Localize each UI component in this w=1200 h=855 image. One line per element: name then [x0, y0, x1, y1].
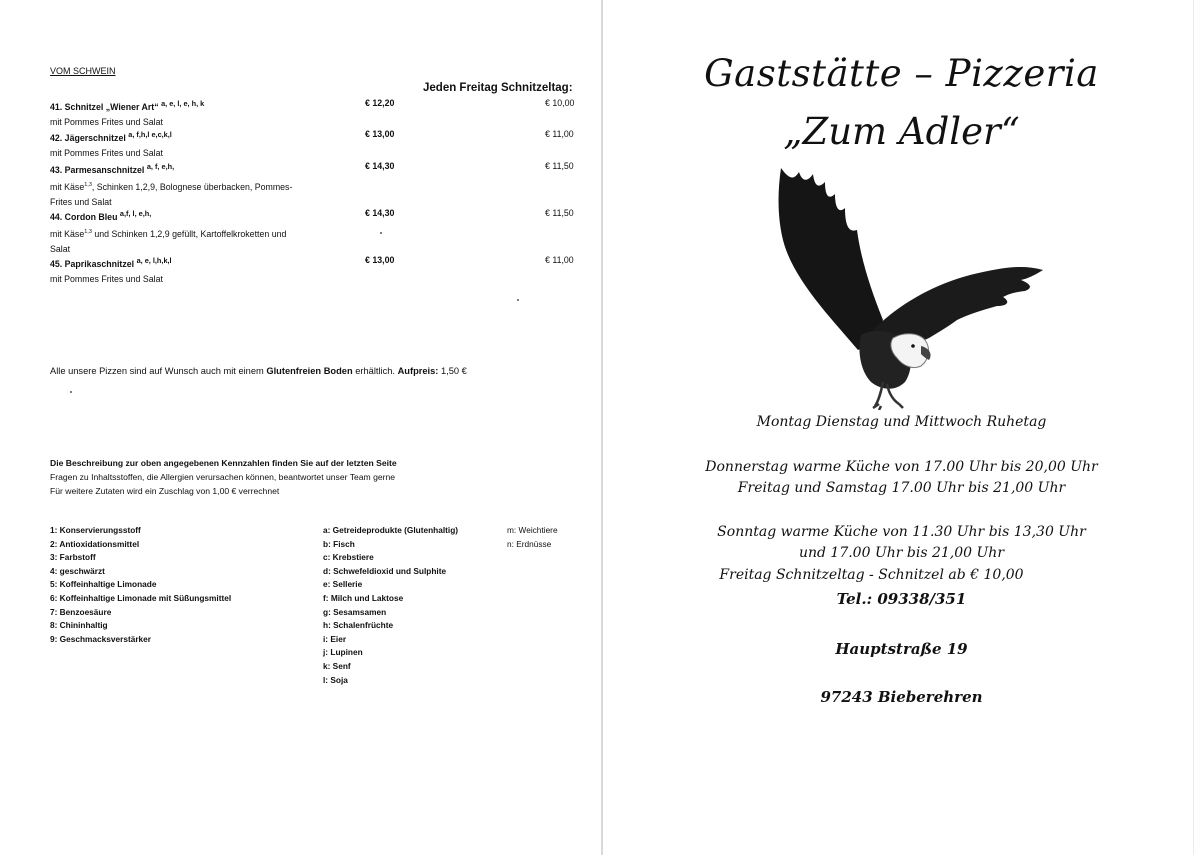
- item-description-line2: Frites und Salat: [50, 196, 112, 207]
- eagle-icon: [753, 160, 1053, 410]
- restaurant-title: Gaststätte – Pizzeria: [704, 52, 1099, 95]
- item-name: 45. Paprikaschnitzel: [50, 258, 135, 269]
- item-description-rest: , Schinken 1,2,9, Bolognese überbacken, Pommes-: [91, 181, 293, 192]
- gluten-note-surcharge: 1,50 €: [438, 366, 467, 376]
- gluten-note-text: erhältlich.: [352, 366, 398, 376]
- section-heading: VOM SCHWEIN: [50, 66, 116, 76]
- additive-item: 6: Koffeinhaltige Limonade mit Süßungsmittel: [50, 592, 232, 603]
- allergen-item: l: Soja: [323, 674, 348, 685]
- allergen-item: g: Sesamsamen: [323, 606, 387, 617]
- allergen-item: i: Eier: [323, 633, 347, 644]
- item-description-line2: Salat: [50, 243, 71, 254]
- friday-price-heading: Jeden Freitag Schnitzeltag:: [423, 82, 573, 94]
- allergen-item: f: Milch und Laktose: [323, 592, 404, 603]
- allergens-list-2: [507, 524, 558, 551]
- item-allergens: a, e, l,h,k,l: [136, 256, 172, 265]
- paper-speck: [517, 299, 519, 301]
- restaurant-name: „Zum Adler“: [783, 110, 1020, 153]
- allergen-item: j: Lupinen: [323, 647, 363, 658]
- gluten-note-text: Alle unsere Pizzen sind auf Wunsch auch mit einem: [50, 366, 267, 376]
- menu-item: [50, 127, 590, 161]
- city-address: 97243 Bieberehren: [820, 688, 983, 706]
- paper-speck: [380, 232, 382, 234]
- menu-cover-page: [603, 0, 1200, 855]
- allergen-item: k: Senf: [323, 660, 351, 671]
- item-price: € 13,00: [365, 129, 395, 139]
- item-description-sup: 1,3: [84, 181, 92, 188]
- legend-line: Fragen zu Inhaltsstoffen, die Allergien verursachen können, beantwortet unser Team gerne: [50, 472, 396, 482]
- item-price: € 13,00: [365, 255, 395, 265]
- additive-item: 3: Farbstoff: [50, 552, 96, 563]
- page-edge: [1193, 0, 1194, 855]
- item-price: € 14,30: [365, 208, 395, 218]
- additive-item: 4: geschwärzt: [50, 565, 105, 576]
- item-friday-price: € 10,00: [545, 98, 575, 108]
- legend-heading: Die Beschreibung zur oben angegebenen Kennzahlen finden Sie auf der letzten Seite: [50, 458, 397, 468]
- item-name: 42. Jägerschnitzel: [50, 132, 126, 143]
- schnitzel-day: Freitag Schnitzeltag - Schnitzel ab € 10,00: [719, 567, 1024, 583]
- item-description: mit Pommes Frites und Salat: [50, 116, 163, 127]
- additive-item: 7: Benzoesäure: [50, 606, 112, 617]
- closed-days: Montag Dienstag und Mittwoch Ruhetag: [756, 414, 1047, 430]
- additive-item: 2: Antioxidationsmittel: [50, 538, 140, 549]
- gluten-free-note: [50, 366, 467, 376]
- menu-item: [50, 253, 590, 287]
- allergen-item: h: Schalenfrüchte: [323, 620, 394, 631]
- item-description: mit Pommes Frites und Salat: [50, 147, 163, 158]
- item-price: € 14,30: [365, 161, 395, 171]
- item-description: mit Käse: [50, 181, 85, 192]
- allergen-item: d: Schwefeldioxid und Sulphite: [323, 565, 447, 576]
- item-friday-price: € 11,00: [545, 129, 574, 139]
- allergen-item: e: Sellerie: [323, 579, 363, 590]
- item-name: 44. Cordon Bleu: [50, 211, 118, 222]
- legend-line: Für weitere Zutaten wird ein Zuschlag von 1,00 € verrechnet: [50, 486, 280, 496]
- item-description: mit Käse: [50, 228, 85, 239]
- item-allergens: a, f,h,l e,c,k,l: [128, 130, 172, 139]
- item-name: 41. Schnitzel „Wiener Art“: [50, 101, 159, 112]
- additive-item: 8: Chininhaltig: [50, 620, 108, 631]
- menu-item: [50, 96, 590, 130]
- opening-hours-friday-saturday: Freitag und Samstag 17.00 Uhr bis 21,00 Uhr: [737, 480, 1066, 496]
- item-allergens: a, f, e,h,: [146, 162, 175, 171]
- allergen-item: a: Getreideprodukte (Glutenhaltig): [323, 525, 459, 535]
- gluten-note-bold: Glutenfreien Boden: [266, 366, 353, 376]
- allergens-list: [323, 524, 458, 687]
- menu-item: [50, 206, 590, 257]
- item-allergens: a,f, l, e,h,: [119, 209, 152, 218]
- additive-item: 5: Koffeinhaltige Limonade: [50, 579, 157, 590]
- paper-speck: [70, 391, 72, 393]
- additives-list: [50, 524, 231, 646]
- phone-number: Tel.: 09338/351: [836, 590, 967, 608]
- item-friday-price: € 11,50: [545, 208, 574, 218]
- item-name: 43. Parmesanschnitzel: [50, 164, 145, 175]
- item-description-rest: und Schinken 1,2,9 gefüllt, Kartoffelkroketten und: [91, 228, 287, 239]
- allergen-item: m: Weichtiere: [507, 525, 558, 535]
- allergen-item: c: Krebstiere: [323, 552, 374, 563]
- opening-hours-sunday: Sonntag warme Küche von 11.30 Uhr bis 13,30 Uhr: [717, 524, 1086, 540]
- item-allergens: a, e, l, e, h, k: [161, 99, 205, 108]
- item-description-sup: 1,3: [84, 228, 92, 235]
- opening-hours-sunday-evening: und 17.00 Uhr bis 21,00 Uhr: [798, 545, 1005, 561]
- item-friday-price: € 11,00: [545, 255, 574, 265]
- item-price: € 12,20: [365, 98, 395, 108]
- gluten-note-surcharge-label: Aufpreis:: [397, 366, 439, 376]
- menu-item: [50, 159, 590, 210]
- allergen-item: n: Erdnüsse: [507, 538, 552, 549]
- item-friday-price: € 11,50: [545, 161, 574, 171]
- allergen-item: b: Fisch: [323, 538, 355, 549]
- additive-item: 1: Konservierungsstoff: [50, 525, 141, 535]
- additive-item: 9: Geschmacksverstärker: [50, 633, 152, 644]
- street-address: Hauptstraße 19: [835, 640, 968, 658]
- item-description: mit Pommes Frites und Salat: [50, 273, 163, 284]
- opening-hours-thursday: Donnerstag warme Küche von 17.00 Uhr bis 20,00 Uhr: [705, 459, 1098, 475]
